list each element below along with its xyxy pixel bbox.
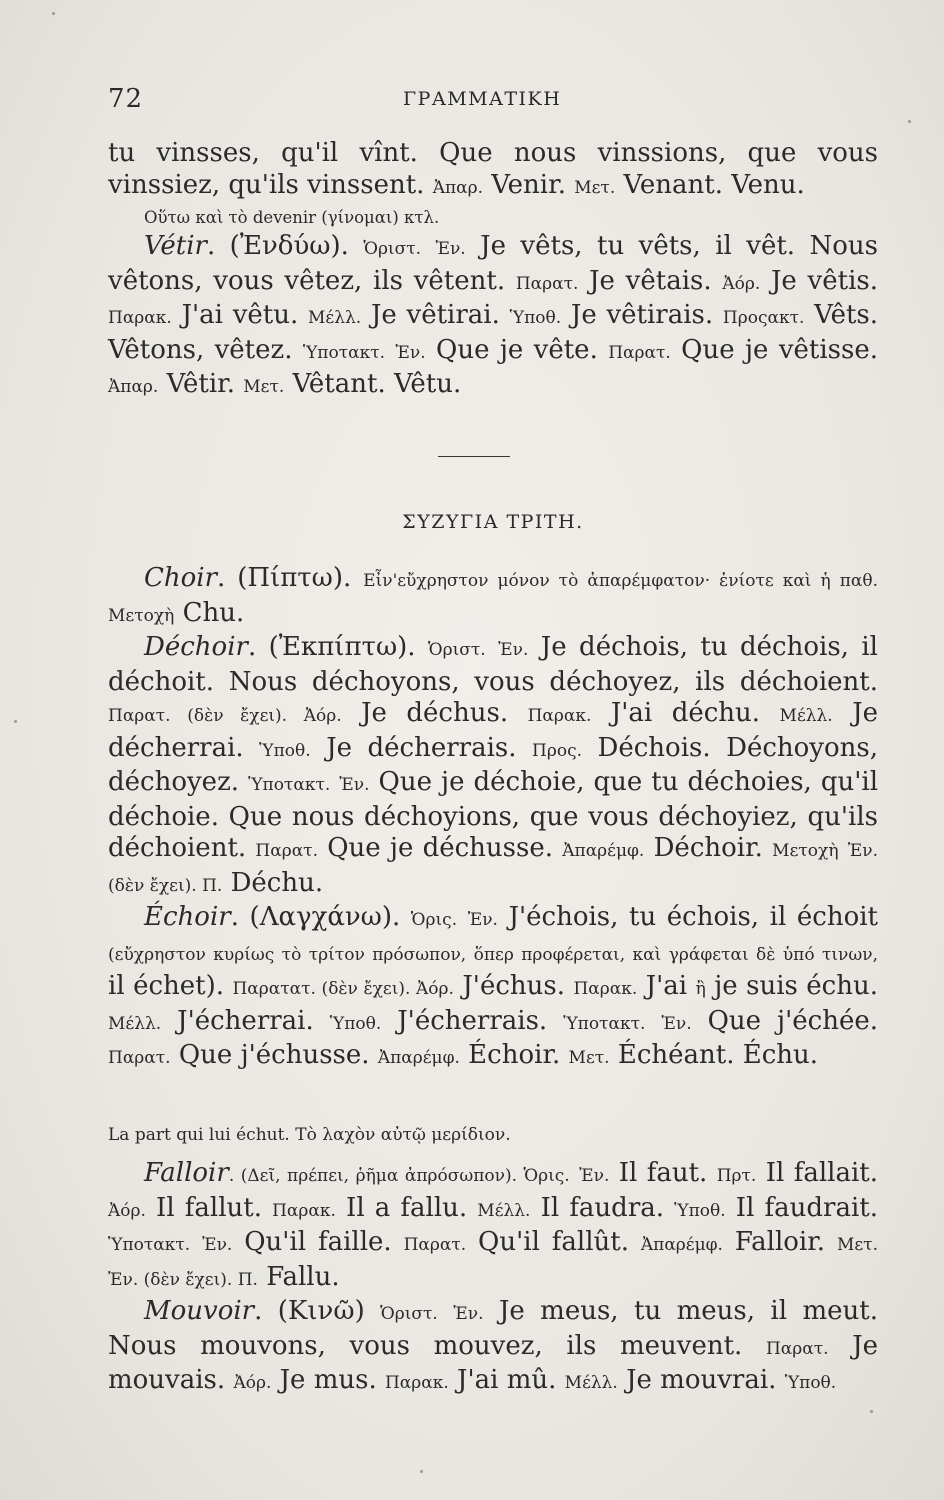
verb-headword: Vétir	[144, 231, 207, 261]
vetir-paragraph: Vétir. (Ἐνδύω). Ὁριστ. Ἐν. Je vêts, tu vêts, il vêt. Nous vêtons, vous vêtez, ils vêtent. Παρατ. Je vêtais. Ἀόρ. Je vêtis. Παρακ. J'ai vêtu. Μέλλ. Je vêtirai. Ὑποθ. Je vêtirais. Προςακτ. Vêts. Vêtons, vêtez. Ὑποτακτ. Ἐν. Que je vête. Παρατ. Que je vêtisse. Ἀπαρ. Vêtir. Μετ. Vêtant. Vêtu.	[108, 231, 879, 399]
devenir-note: Οὕτω καὶ τὸ devenir (γίνομαι) κτλ.	[144, 208, 440, 227]
mouvoir-paragraph: Mouvoir. (Κινῶ) Ὁριστ. Ἐν. Je meus, tu meus, il meut. Nous mouvons, vous mouvez, ils meuvent. Παρατ. Je mouvais. Ἀόρ. Je mus. Παρακ. J'ai mû. Μέλλ. Je mouvrai. Ὑποθ.	[108, 1296, 879, 1395]
section-title: ΣΥΖΥΓΙΑ ΤΡΙΤΗ.	[402, 511, 584, 533]
echoir-paragraph: Échoir. (Λαγχάνω). Ὁρις. Ἐν. J'échois, tu échois, il échoit (εὔχρηστον κυρίως τὸ τρίτον πρόσωπον, ὅπερ προφέρεται, καὶ γράφεται δὲ ὑπό τινων, il échet). Παρατατ. (δὲν ἔχει). Ἀόρ. J'échus. Παρακ. J'ai ἢ je suis échu. Μέλλ. J'écherrai. Ὑποθ. J'écherrais. Ὑποτακτ. Ἐν. Que j'échée. Παρατ. Que j'échusse. Ἀπαρέμφ. Échoir. Μετ. Échéant. Échu.	[108, 902, 879, 1070]
page-number: 72	[108, 84, 144, 114]
page-header	[108, 84, 878, 124]
top-text-block	[108, 138, 878, 404]
verb-headword: Choir	[144, 563, 218, 593]
verb-headword: Falloir	[144, 1158, 229, 1188]
venir-continuation-paragraph: tu vinsses, qu'il vînt. Que nous vinssions, que vous vinssiez, qu'ils vinssent. Ἀπαρ. Venir. Μετ. Venant. Venu.	[108, 138, 878, 200]
bottom-text-block	[108, 1158, 878, 1400]
example-note: La part qui lui échut. Τὸ λαχὸν αὐτῷ μερίδιον.	[108, 1125, 511, 1145]
running-title: ΓΡΑΜΜΑΤΙΚΗ	[403, 88, 562, 110]
paper-speck	[870, 1410, 873, 1413]
choir-paragraph: Choir. (Πίπτω). Εἶν'εὔχρηστον μόνον τὸ ἀπαρέμφατον· ἐνίοτε καὶ ἡ παθ. Μετοχὴ Chu.	[108, 563, 878, 628]
separator-rule	[438, 456, 510, 457]
paper-speck	[52, 12, 55, 15]
paper-speck	[908, 120, 911, 123]
conjugation-text-block	[108, 563, 878, 1075]
paper-speck	[420, 1470, 423, 1473]
verb-headword: Échoir	[144, 902, 231, 932]
falloir-paragraph: Falloir. (Δεῖ, πρέπει, ῥῆμα ἀπρόσωπον). Ὁρις. Ἐν. Il faut. Πρτ. Il fallait. Ἀόρ. Il fallut. Παρακ. Il a fallu. Μέλλ. Il faudra. Ὑποθ. Il faudrait. Ὑποτακτ. Ἐν. Qu'il faille. Παρατ. Qu'il fallût. Ἀπαρέμφ. Falloir. Μετ. Ἐν. (δὲν ἔχει). Π. Fallu.	[108, 1158, 878, 1292]
paper-speck	[14, 720, 17, 723]
verb-headword: Déchoir	[144, 632, 248, 662]
verb-headword: Mouvoir	[144, 1296, 255, 1326]
dechoir-paragraph: Déchoir. (Ἐκπίπτω). Ὁριστ. Ἐν. Je déchois, tu déchois, il déchoit. Nous déchoyons, vous déchoyez, ils déchoient. Παρατ. (δὲν ἔχει). Ἀόρ. Je déchus. Παρακ. J'ai déchu. Μέλλ. Je décherrai. Ὑποθ. Je décherrais. Προς. Déchois. Déchoyons, déchoyez. Ὑποτακτ. Ἐν. Que je déchoie, que tu déchoies, qu'il déchoie. Que nous déchoyions, que vous déchoyiez, qu'ils déchoient. Παρατ. Que je déchusse. Ἀπαρέμφ. Déchoir. Μετοχὴ Ἐν. (δὲν ἔχει). Π. Déchu.	[108, 632, 879, 898]
